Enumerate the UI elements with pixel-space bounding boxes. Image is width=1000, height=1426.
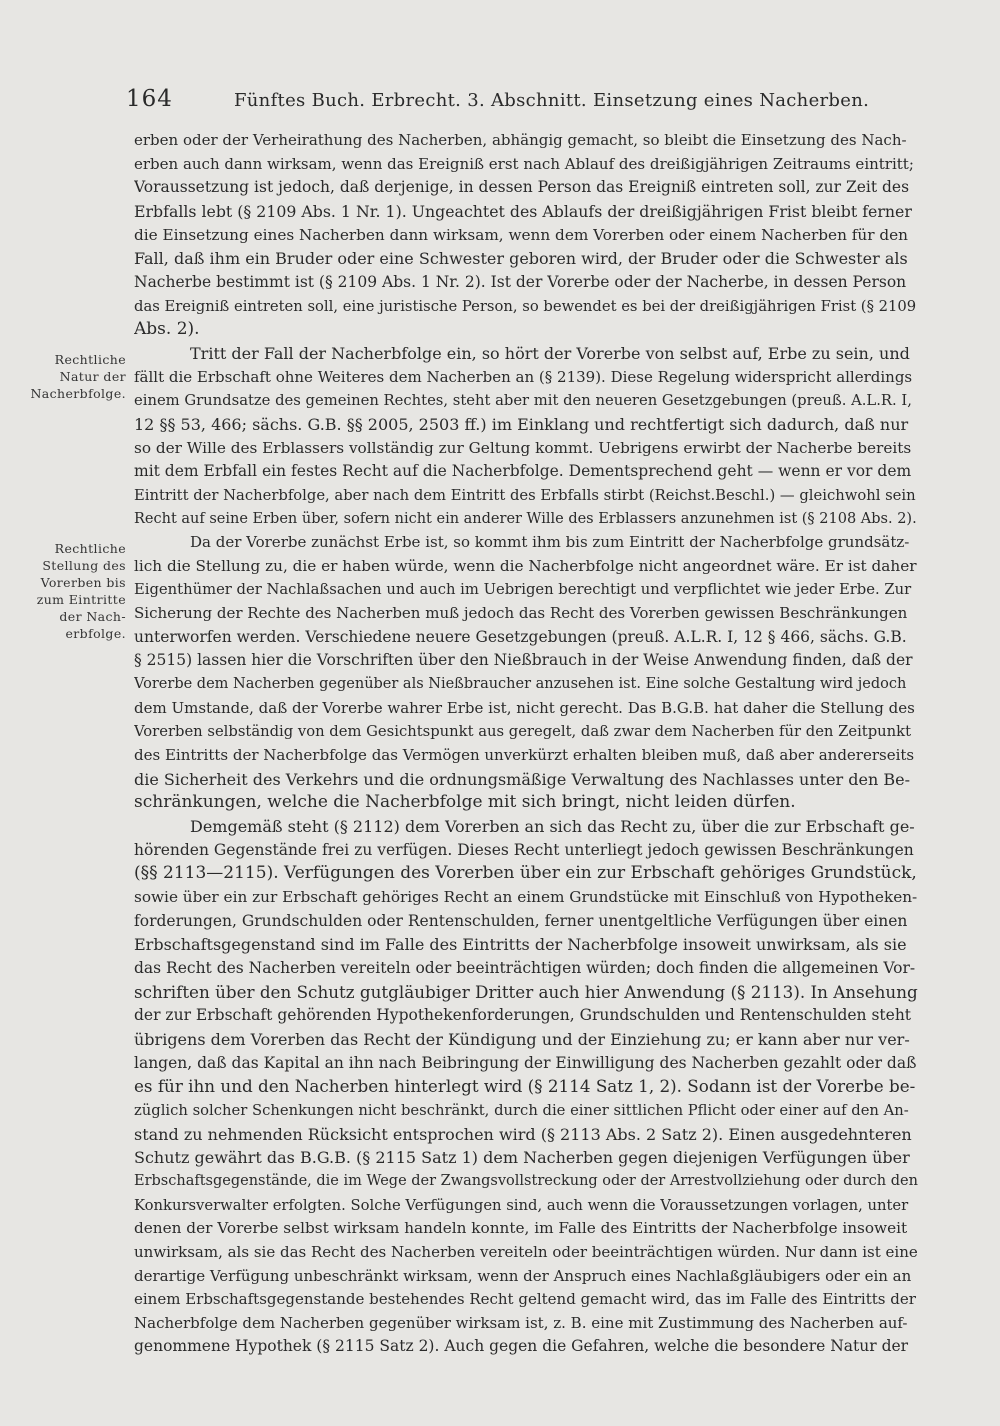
text-line: das Recht des Nacherben vereiteln oder beeinträchtigen würden; doch finden die allgemeinen Vor- (134, 958, 916, 977)
text-line: Eigenthümer der Nachlaßsachen und auch im Uebrigen berechtigt und verpflichtet wie jeder Erbe. Zur (134, 581, 912, 599)
text-line: züglich solcher Schenkungen nicht beschränkt, durch die einer sittlichen Pflicht oder einer auf den An- (134, 1101, 909, 1119)
text-line: Erbfalls lebt (§ 2109 Abs. 1 Nr. 1). Ungeachtet des Ablaufs der dreißigjährigen Frist bleibt ferner (134, 201, 912, 221)
text-line: langen, daß das Kapital an ihn nach Beibringung der Einwilligung des Nacherben gezahlt oder daß (134, 1053, 917, 1072)
text-line: hörenden Gegenstände frei zu verfügen. Dieses Recht unterliegt jedoch gewissen Beschränkungen (134, 840, 914, 859)
text-line: unterworfen werden. Verschiedene neuere Gesetzgebungen (preuß. A.L.R. I, 12 § 466, sächs. G.B. (134, 627, 907, 646)
text-line: Da der Vorerbe zunächst Erbe ist, so kommt ihm bis zum Eintritt der Nacherbfolge grundsätz- (190, 533, 910, 552)
text-line: Nacherbe bestimmt ist (§ 2109 Abs. 1 Nr. 2). Ist der Vorerbe oder der Nacherbe, in dessen Person (134, 272, 907, 291)
text-line: der zur Erbschaft gehörenden Hypothekenforderungen, Grundschulden und Rentenschulden steht (134, 1006, 912, 1025)
text-line: Konkursverwalter erfolgten. Solche Verfügungen sind, auch wenn die Voraussetzungen vorlagen, unter (134, 1196, 909, 1214)
text-line: Tritt der Fall der Nacherbfolge ein, so hört der Vorerbe von selbst auf, Erbe zu sein, und (190, 343, 910, 363)
text-line: denen der Vorerbe selbst wirksam handeln konnte, im Falle des Eintritts der Nacherbfolge insoweit (134, 1219, 908, 1238)
text-line: Fall, daß ihm ein Bruder oder eine Schwester geboren wird, der Bruder oder die Schwester als (134, 249, 908, 269)
text-line: § 2515) lassen hier die Vorschriften über den Nießbrauch in der Weise Anwendung finden, daß der (134, 651, 913, 670)
text-line: Demgemäß steht (§ 2112) dem Vorerben an sich das Recht zu, über die zur Erbschaft ge- (190, 817, 915, 837)
text-line: übrigens dem Vorerben das Recht der Kündigung und der Einziehung zu; er kann aber nur ver- (134, 1029, 910, 1049)
text-line: das Ereigniß eintreten soll, eine juristische Person, so bewendet es bei der dreißigjährigen Frist (§ 2109 (134, 297, 917, 315)
text-line: sowie über ein zur Erbschaft gehöriges Recht an einem Grundstücke mit Einschluß von Hypotheken- (134, 888, 918, 906)
text-line: mit dem Erbfall ein festes Recht auf die Nacherbfolge. Dementsprechend geht — wenn er vor dem (134, 462, 912, 481)
text-line: Vorerbe dem Nacherben gegenüber als Nießbraucher anzusehen ist. Eine solche Gestaltung wird jedoch (134, 676, 907, 693)
text-line: Voraussetzung ist jedoch, daß derjenige, in dessen Person das Ereigniß eintreten soll, zur Zeit des (134, 178, 910, 197)
text-line: Schutz gewährt das B.G.B. (§ 2115 Satz 1) dem Nacherben gegen diejenigen Verfügungen über (134, 1148, 910, 1168)
text-line: Erbschaftsgegenstand sind im Falle des Eintritts der Nacherbfolge insoweit unwirksam, als sie (134, 935, 907, 955)
text-line: so der Wille des Erblassers vollständig zur Geltung kommt. Uebrigens erwirbt der Nacherbe bereits (134, 438, 912, 457)
text-line: es für ihn und den Nacherben hinterlegt wird (§ 2114 Satz 1, 2). Sodann ist der Vorerbe be- (134, 1076, 916, 1097)
text-line: schriften über den Schutz gutgläubiger Dritter auch hier Anwendung (§ 2113). In Ansehung (134, 981, 918, 1002)
text-line: dem Umstande, daß der Vorerbe wahrer Erbe ist, nicht gerecht. Das B.G.B. hat daher die Stellung des (134, 698, 915, 717)
page-number: 164 (126, 86, 173, 112)
margin-note-legal-nature: Rechtliche Natur der Nacherbfolge. (30, 352, 126, 401)
text-line: Erbschaftsgegenstände, die im Wege der Zwangsvollstreckung oder der Arrestvollziehung oder durch den (134, 1172, 918, 1189)
text-line: forderungen, Grundschulden oder Rentenschulden, ferner unentgeltliche Verfügungen über einen (134, 911, 908, 930)
text-line: 12 §§ 53, 466; sächs. G.B. §§ 2005, 2503 ff.) im Einklang und rechtfertigt sich dadurch, daß nur (134, 414, 909, 434)
text-line: Sicherung der Rechte des Nacherben muß jedoch das Recht des Vorerben gewissen Beschränkungen (134, 604, 908, 623)
text-line: des Eintritts der Nacherbfolge das Vermögen unverkürzt erhalten bleiben muß, daß aber andererseits (134, 746, 915, 765)
text-line: einem Erbschaftsgegenstande bestehendes Recht geltend gemacht wird, das im Falle des Eintritts der (134, 1290, 916, 1309)
running-title: Fünftes Buch. Erbrecht. 3. Abschnitt. Einsetzung eines Nacherben. (234, 90, 870, 111)
text-line: Nacherbfolge dem Nacherben gegenüber wirksam ist, z. B. eine mit Zustimmung des Nacherben auf- (134, 1313, 908, 1332)
text-line: derartige Verfügung unbeschränkt wirksam, wenn der Anspruch eines Nachlaßgläubigers oder ein an (134, 1266, 912, 1285)
text-line: Eintritt der Nacherbfolge, aber nach dem Eintritt des Erbfalls stirbt (Reichst.Beschl.) — gleichwohl sein (134, 486, 916, 504)
text-line: Recht auf seine Erben über, sofern nicht ein anderer Wille des Erblassers anzunehmen ist (§ 2108 Abs. 2). (134, 510, 917, 527)
text-line: Vorerben selbständig von dem Gesichtspunkt aus geregelt, daß zwar dem Nacherben für den Zeitpunkt (134, 723, 912, 741)
text-line: erben auch dann wirksam, wenn das Ereigniß erst nach Ablauf des dreißigjährigen Zeitraums eintritt; (134, 154, 914, 173)
text-line: (§§ 2113—2115). Verfügungen des Vorerben über ein zur Erbschaft gehöriges Grundstück, (134, 863, 917, 884)
text-line: schränkungen, welche die Nacherbfolge mit sich bringt, nicht leiden dürfen. (134, 792, 796, 813)
text-line: fällt die Erbschaft ohne Weiteres dem Nacherben an (§ 2139). Diese Regelung widerspricht allerdings (134, 367, 913, 386)
text-line: einem Grundsatze des gemeinen Rechtes, steht aber mit den neueren Gesetzgebungen (preuß. A.L.R. I, (134, 392, 912, 410)
text-line: genommene Hypothek (§ 2115 Satz 2). Auch gegen die Gefahren, welche die besondere Natur der (134, 1337, 909, 1356)
text-line: stand zu nehmenden Rücksicht entsprochen wird (§ 2113 Abs. 2 Satz 2). Einen ausgedehnteren (134, 1124, 912, 1144)
text-line: die Einsetzung eines Nacherben dann wirksam, wenn dem Vorerben oder einem Nacherben für den (134, 225, 908, 244)
text-line: erben oder der Verheirathung des Nacherben, abhängig gemacht, so bleibt die Einsetzung des Nach- (134, 131, 907, 149)
text-line: unwirksam, als sie das Recht des Nacherben vereiteln oder beeinträchtigen würden. Nur dann ist eine (134, 1242, 918, 1261)
body-text (134, 129, 918, 1359)
text-line: lich die Stellung zu, die er haben würde, wenn die Nacherbfolge nicht angeordnet wäre. Er ist daher (134, 556, 917, 575)
page-header (126, 86, 916, 122)
text-line: die Sicherheit des Verkehrs und die ordnungsmäßige Verwaltung des Nachlasses unter den Be- (134, 769, 911, 789)
text-line: Abs. 2). (134, 319, 200, 340)
margin-note-legal-position: Rechtliche Stellung des Vorerben bis zum Eintritte der Nach- erbfolge. (36, 541, 126, 641)
